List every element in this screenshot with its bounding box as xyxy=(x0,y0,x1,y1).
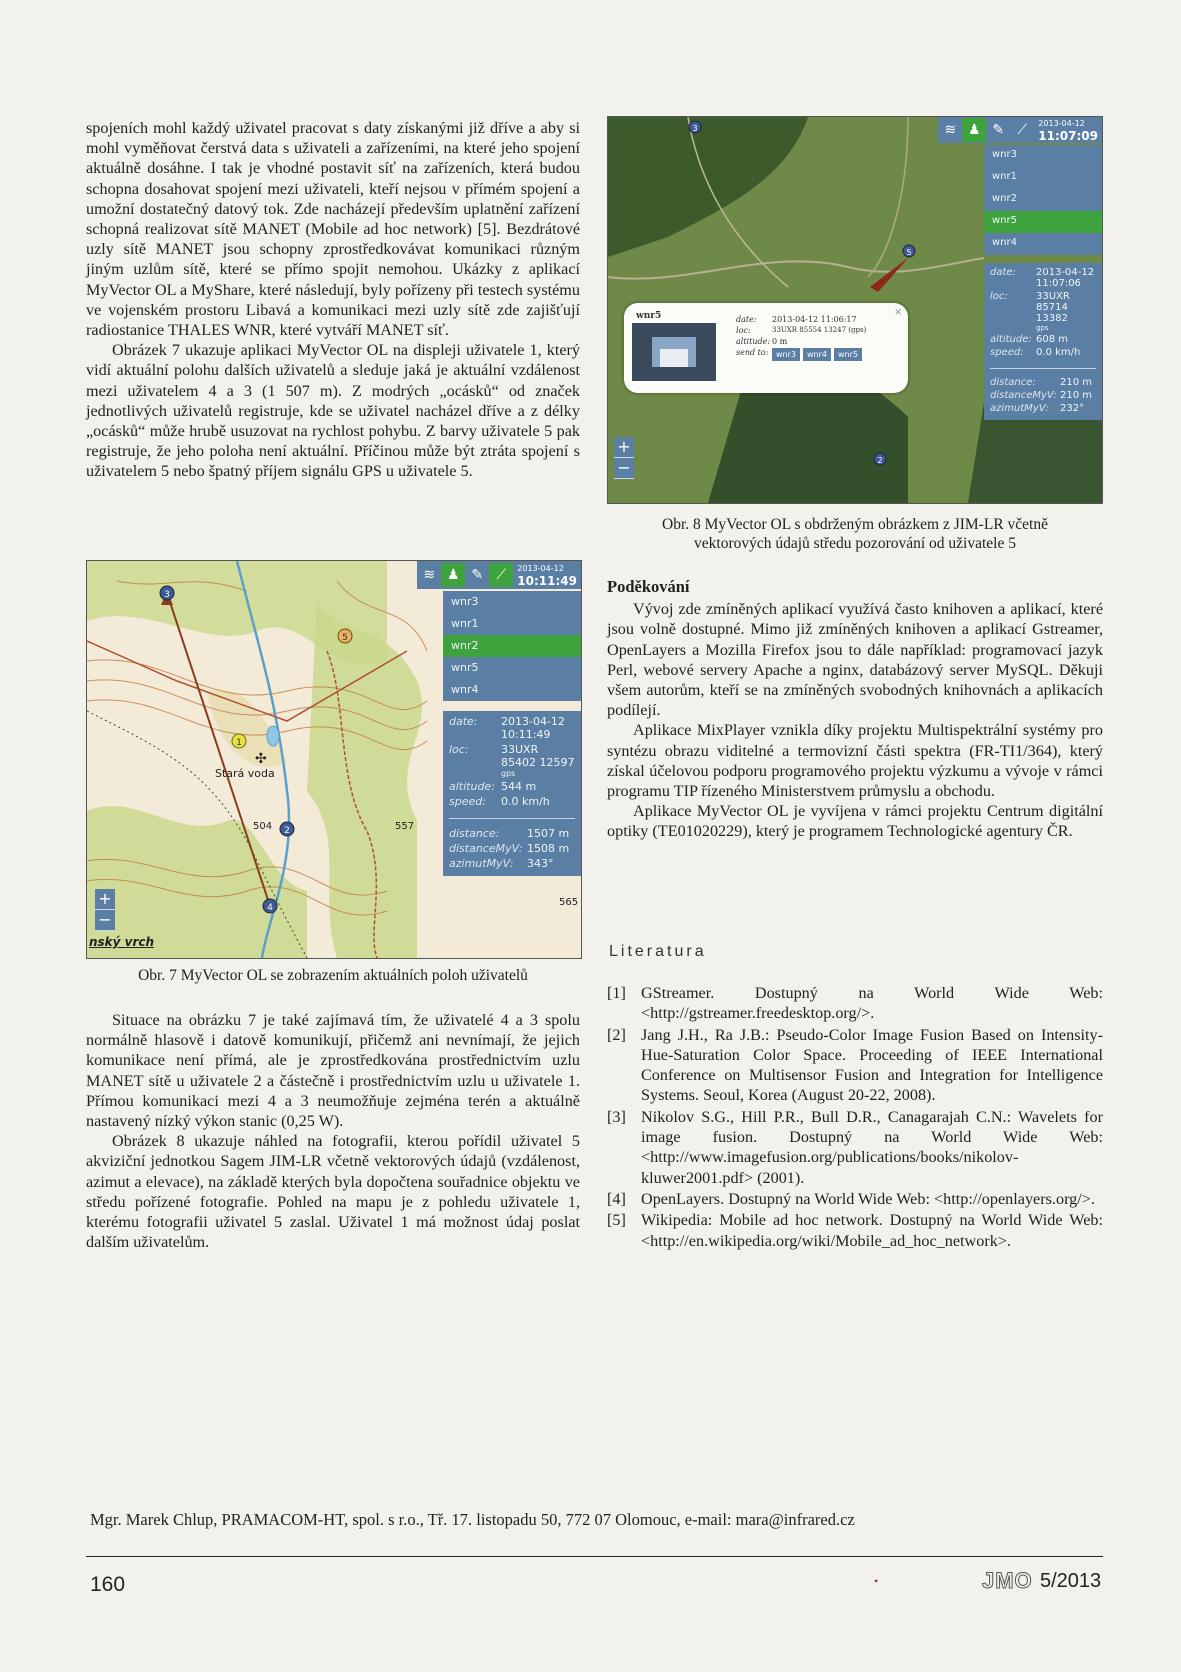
close-icon[interactable]: × xyxy=(894,307,903,318)
popup-loc: 33UXR 85554 13247 (gps) xyxy=(772,326,867,334)
user-marker-3[interactable] xyxy=(689,121,701,133)
pencil-icon[interactable]: ✎ xyxy=(992,122,1005,138)
svg-text:5: 5 xyxy=(342,633,348,643)
left-column-bottom xyxy=(86,1010,580,1252)
info-key: distanceMyV: xyxy=(990,390,1057,401)
user-panel xyxy=(443,591,581,876)
paragraph: Obrázek 7 ukazuje aplikaci MyVector OL na displeji uživatele 1, který vidí aktuální polohu dalších uživatelů a sleduje jaká je aktuální vzdálenost mezi uživatelem 4 a 3 (1 507 m). Z modrých „ocásků“ od značek jednotlivých uživatelů registruje, kde se uživatel nacházel dříve a z délky „ocásků“ může hrubě usuzovat na rychlost pohybu. Z barvy uživatele 5 pak registruje, že jeho poloha není aktuální. Příčinou může být ztráta spojení s uživatelem 5 nebo špatný příjem signálu GPS u uživatele 5. xyxy=(86,341,580,481)
figure-7-caption: Obr. 7 MyVector OL se zobrazením aktuálních poloh uživatelů xyxy=(138,967,528,984)
popup-key: date: xyxy=(736,315,757,324)
popup-info xyxy=(736,315,901,363)
map-label-stara-voda: Stará voda xyxy=(215,767,275,780)
svg-text:2: 2 xyxy=(284,826,290,836)
user-item-wnr5[interactable]: wnr5 xyxy=(451,661,479,674)
user-marker-5[interactable] xyxy=(903,245,915,257)
zoom-control xyxy=(614,437,634,479)
popup-key: send to: xyxy=(736,348,769,357)
popup-key: loc: xyxy=(736,326,751,335)
info-gps: gps xyxy=(501,769,516,778)
clock-time: 11:07:09 xyxy=(1038,129,1098,143)
paragraph: Situace na obrázku 7 je také zajímavá tím, že uživatelé 4 a 3 spolu normálně hlasově i datově komunikují, přičemž ani nevnímají, že jejich komunikace není přímá, ale je zprostředkována prostřednictvím uzlu MANET sítě u uživatele 2 a částečně i prostřednictvím uzlu u uživatele 1. Přímou komunikaci mezi 4 a 3 neumožňuje zejména terén a aktuálně nastavený nízký výkon stanic (0,25 W). xyxy=(86,1011,580,1131)
user-marker-3[interactable] xyxy=(160,586,174,600)
reference-number: [4] xyxy=(607,1189,626,1208)
info-loc: 33UXR 85714 13382 xyxy=(1036,291,1070,324)
svg-text:3: 3 xyxy=(164,590,170,600)
user-info xyxy=(443,711,581,814)
popup-date: 2013-04-12 11:06:17 xyxy=(772,315,857,324)
figure-8-caption xyxy=(607,515,1103,553)
figure-7-map xyxy=(86,560,582,959)
user-panel xyxy=(984,145,1102,420)
info-distance: 210 m xyxy=(1060,377,1093,388)
clock-date: 2013-04-12 xyxy=(517,564,564,573)
info-gps: gps xyxy=(1036,324,1049,332)
info-key: azimutMyV: xyxy=(449,857,514,870)
user-item-wnr5[interactable]: wnr5 xyxy=(984,211,1102,233)
reference-item xyxy=(607,1210,1103,1251)
paragraph: spojeních mohl každý uživatel pracovat s daty získanými již dříve a aby si mohl vyměňovat čerstvá data s uživateli a zařízeními, na které jeho spojení aktuálně dosáhne. I tak je vhodné postavit síť na zařízeních, která budou schopna dosahovat spojení mezi uživateli, kteří nejsou v přímém spojení a umožní dostatečný datový tok. Zde nacházejí především uplatnění zařízení schopná realizovat sítě MANET (Mobile ad hoc network) [5]. Bezdrátové uzly sítě MANET jsou schopny zprostředkovávat komunikaci různým jiným uzlům sítě, které se přímo spojit nemohou. Ukázky z aplikací MyVector OL a MyShare, které následují, byly pořízeny při testech systému ve vojenském prostoru Libavá a komunikaci mezi uzly sítě zde zajišťují radiostanice THALES WNR, které vytváří MANET síť. xyxy=(86,119,580,340)
info-key: distance: xyxy=(449,827,500,840)
info-distance-myv: 1508 m xyxy=(527,842,570,855)
paragraph: Obrázek 8 ukazuje náhled na fotografii, kterou pořídil uživatel 5 akviziční jednotkou Sagem JIM-LR včetně vektorových údajů (vzdálenost, azimut a elevace), na základě kterých byla dopočtena souřadnice objektu ve středu pořízené fotografie. Pohled na mapu je z pohledu uživatele 1, kterému fotografii uživatel 5 zaslal. Uživatel 1 má možnost údaj poslat dalším uživatelům. xyxy=(86,1132,580,1252)
reference-item xyxy=(607,1107,1103,1188)
user-item-wnr1[interactable]: wnr1 xyxy=(992,171,1017,182)
reference-number: [3] xyxy=(607,1107,626,1126)
info-key: speed: xyxy=(990,347,1024,358)
user-item-wnr2[interactable]: wnr2 xyxy=(443,635,581,657)
journal-logo: JMO xyxy=(982,1568,1033,1593)
map-toolbar xyxy=(938,117,1102,143)
issue-number: 5/2013 xyxy=(1040,1570,1102,1592)
distance-info xyxy=(443,823,581,876)
user-item-wnr2[interactable]: wnr2 xyxy=(992,193,1017,204)
map-toolbar xyxy=(417,561,581,589)
user-marker-1[interactable] xyxy=(232,734,246,748)
reference-text: Nikolov S.G., Hill P.R., Bull D.R., Canagarajah C.N.: Wavelets for image fusion. Dostupný na World Wide Web: <http://www.imagefusion.org/publications/books/nikolov-kluwer2001.pdf> (2001). xyxy=(641,1107,1103,1187)
pencil-icon[interactable]: ✎ xyxy=(471,567,484,583)
paragraph: Aplikace MyVector OL je vyvíjena v rámci projektu Centrum digitální optiky (TE01020229), který je programem Technologické agentury ČR. xyxy=(607,802,1103,841)
info-key: loc: xyxy=(449,743,469,756)
info-distance: 1507 m xyxy=(527,827,570,840)
literature-title: Literatura xyxy=(609,943,707,960)
zoom-in-button[interactable]: + xyxy=(95,889,115,910)
popup-altitude: 0 m xyxy=(772,337,788,346)
info-azimut: 232° xyxy=(1060,403,1085,414)
map-label-565: 565 xyxy=(559,897,579,908)
info-key: date: xyxy=(990,267,1016,278)
map-label-557: 557 xyxy=(395,821,415,832)
decorative-mark: • xyxy=(874,1574,879,1588)
clock xyxy=(1034,118,1102,142)
photo-thumbnail[interactable] xyxy=(632,323,716,381)
send-to-wnr5-button[interactable]: wnr5 xyxy=(834,348,862,361)
info-speed: 0.0 km/h xyxy=(501,795,550,808)
reference-item xyxy=(607,1025,1103,1106)
user-info xyxy=(984,263,1102,364)
zoom-out-button[interactable]: − xyxy=(614,458,634,479)
user-item-wnr1[interactable]: wnr1 xyxy=(451,617,479,630)
zoom-out-button[interactable]: − xyxy=(95,910,115,931)
reference-number: [2] xyxy=(607,1025,626,1044)
send-to-wnr3-button[interactable]: wnr3 xyxy=(772,348,800,361)
reference-item xyxy=(607,983,1103,1024)
paragraph: Vývoj zde zmíněných aplikací využívá často knihoven a aplikací, které jsou volně dostupné. Mimo již zmíněných knihoven a aplikací Gstreamer, OpenLayers a Mozilla Firefox jsou to dále například: programovací jazyk Perl, webové servery Apache a nginx, databázový server MySQL. Děkuji všem autorům, kteří se na zmíněných svobodných knihovnách a aplikacích podílejí. xyxy=(607,600,1103,720)
layers-icon[interactable]: ≋ xyxy=(423,567,436,583)
reference-text: OpenLayers. Dostupný na World Wide Web: <http://openlayers.org/>. xyxy=(641,1189,1095,1208)
caption-line: vektorových údajů středu pozorování od uživatele 5 xyxy=(694,535,1016,552)
photo-popup xyxy=(624,303,908,393)
clock-date: 2013-04-12 xyxy=(1038,119,1085,128)
info-key: date: xyxy=(449,715,478,728)
acknowledgement-section xyxy=(607,577,1103,842)
reference-text: GStreamer. Dostupný na World Wide Web: <http://gstreamer.freedesktop.org/>. xyxy=(641,984,1103,1023)
reference-text: Wikipedia: Mobile ad hoc network. Dostupný na World Wide Web: <http://en.wikipedia.org/wiki/Mobile_ad_hoc_network>. xyxy=(641,1211,1103,1250)
info-altitude: 608 m xyxy=(1036,334,1069,345)
info-altitude: 544 m xyxy=(501,780,537,793)
zoom-control xyxy=(95,889,115,931)
section-title: Poděkování xyxy=(607,577,690,596)
measure-icon[interactable]: ⟋ xyxy=(489,563,513,587)
reference-text: Jang J.H., Ra J.B.: Pseudo-Color Image Fusion Based on Intensity-Hue-Saturation Color Space. Proceeding of IEEE International Conference on Multisensor Fusion and Integration for Intelligence Systems. Seoul, Korea (August 20-22, 2008). xyxy=(641,1025,1103,1105)
info-key: azimutMyV: xyxy=(990,403,1049,414)
users-icon[interactable]: ♟ xyxy=(962,118,986,142)
map-label-vrch: nský vrch xyxy=(89,935,155,949)
page-number: 160 xyxy=(90,1573,126,1596)
user-marker-5[interactable] xyxy=(338,629,352,643)
info-key: distanceMyV: xyxy=(449,842,523,855)
user-item-wnr3[interactable]: wnr3 xyxy=(992,149,1017,160)
paragraph: Aplikace MixPlayer vznikla díky projektu Multispektrální systémy pro syntézu obrazu viditelné a termovizní části spektra (FR-TI1/364), který získal účelovou podporu programového projektu výzkumu a vývoje v rámci programu TIP řízeného Ministerstvem průmyslu a obchodu. xyxy=(607,721,1103,801)
info-azimut: 343° xyxy=(527,857,554,870)
caption-line: Obr. 8 MyVector OL s obdrženým obrázkem z JIM-LR včetně xyxy=(662,516,1048,533)
popup-key: altitude: xyxy=(736,337,771,346)
user-marker-2[interactable] xyxy=(874,453,886,465)
footer-divider xyxy=(86,1556,1103,1557)
user-item-wnr3[interactable]: wnr3 xyxy=(451,595,479,608)
author-affiliation: Mgr. Marek Chlup, PRAMACOM-HT, spol. s r.o., Tř. 17. listopadu 50, 772 07 Olomouc, e-mail: mara@infrared.cz xyxy=(90,1510,855,1529)
svg-text:3: 3 xyxy=(692,124,698,133)
figure-8-map xyxy=(607,116,1103,504)
user-marker-4[interactable] xyxy=(263,899,277,913)
svg-text:2: 2 xyxy=(877,456,883,465)
info-loc: 33UXR 85402 12597 xyxy=(501,743,575,769)
user-marker-2[interactable] xyxy=(280,822,294,836)
svg-text:✣: ✣ xyxy=(255,751,267,767)
reference-number: [5] xyxy=(607,1211,626,1230)
svg-text:1: 1 xyxy=(236,738,242,748)
map-label-504: 504 xyxy=(253,821,273,832)
users-icon[interactable]: ♟ xyxy=(441,563,465,587)
send-to-wnr4-button[interactable]: wnr4 xyxy=(803,348,831,361)
popup-title: wnr5 xyxy=(636,311,662,321)
reference-number: [1] xyxy=(607,984,626,1002)
distance-info xyxy=(984,373,1102,420)
user-item-wnr4[interactable]: wnr4 xyxy=(451,683,479,696)
info-date: 2013-04-12 10:11:49 xyxy=(501,715,565,741)
reference-item xyxy=(607,1189,1103,1209)
info-key: altitude: xyxy=(990,334,1032,345)
clock-time: 10:11:49 xyxy=(517,574,577,588)
layers-icon[interactable]: ≋ xyxy=(944,122,957,138)
measure-icon[interactable]: ⟋ xyxy=(1017,122,1028,138)
svg-text:4: 4 xyxy=(267,903,273,913)
left-column-top xyxy=(86,118,580,482)
info-key: altitude: xyxy=(449,780,495,793)
zoom-in-button[interactable]: + xyxy=(614,437,634,458)
info-key: loc: xyxy=(990,291,1008,302)
user-item-wnr4[interactable]: wnr4 xyxy=(992,237,1017,248)
clock xyxy=(513,563,581,587)
reference-list xyxy=(607,983,1103,1252)
info-distance-myv: 210 m xyxy=(1060,390,1093,401)
info-key: distance: xyxy=(990,377,1036,388)
info-key: speed: xyxy=(449,795,486,808)
svg-text:5: 5 xyxy=(906,248,912,257)
info-date: 2013-04-12 11:07:06 xyxy=(1036,267,1095,289)
info-speed: 0.0 km/h xyxy=(1036,347,1081,358)
